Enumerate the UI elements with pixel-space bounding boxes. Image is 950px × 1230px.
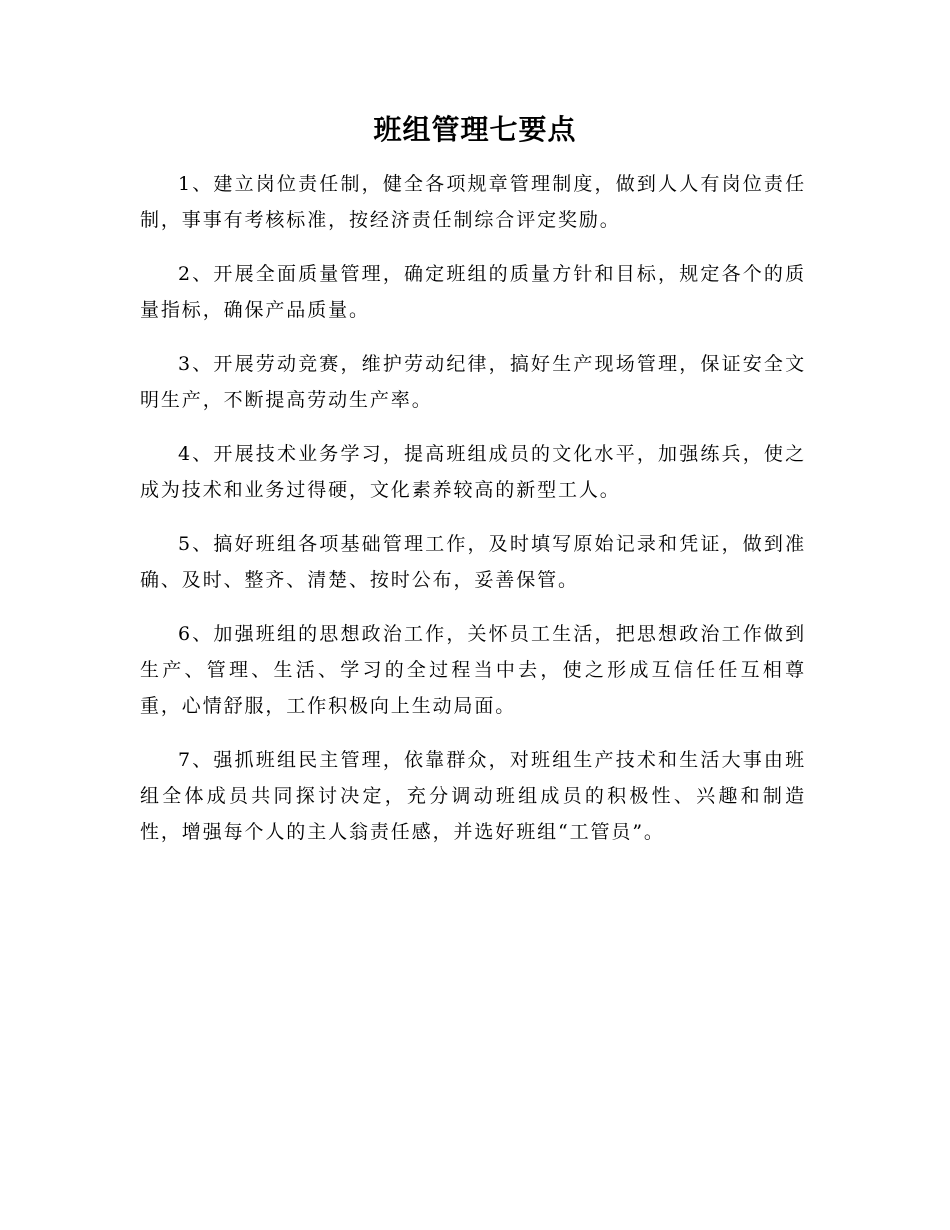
- paragraph-6: 6、加强班组的思想政治工作，关怀员工生活，把思想政治工作做到生产、管理、生活、学习的全过程当中去，使之形成互信任任互相尊重，心情舒服，工作积极向上生动局面。: [140, 623, 806, 717]
- paragraph-3: 3、开展劳动竞赛，维护劳动纪律，搞好生产现场管理，保证安全文明生产，不断提高劳动生产率。: [140, 353, 806, 411]
- document-body: [140, 166, 806, 868]
- paragraph-7: 7、强抓班组民主管理，依靠群众，对班组生产技术和生活大事由班组全体成员共同探讨决定，充分调动班组成员的积极性、兴趣和制造性，增强每个人的主人翁责任感，并选好班组“工管员”。: [140, 749, 806, 843]
- paragraph-2: 2、开展全面质量管理，确定班组的质量方针和目标，规定各个的质量指标，确保产品质量。: [140, 263, 806, 321]
- paragraph-5: 5、搞好班组各项基础管理工作，及时填写原始记录和凭证，做到准确、及时、整齐、清楚、按时公布，妥善保管。: [140, 533, 806, 591]
- document-title: 班组管理七要点: [373, 113, 577, 146]
- paragraph-1: 1、建立岗位责任制，健全各项规章管理制度，做到人人有岗位责任制，事事有考核标准，按经济责任制综合评定奖励。: [140, 173, 806, 231]
- paragraph-4: 4、开展技术业务学习，提高班组成员的文化水平，加强练兵，使之成为技术和业务过得硬，文化素养较高的新型工人。: [140, 443, 806, 501]
